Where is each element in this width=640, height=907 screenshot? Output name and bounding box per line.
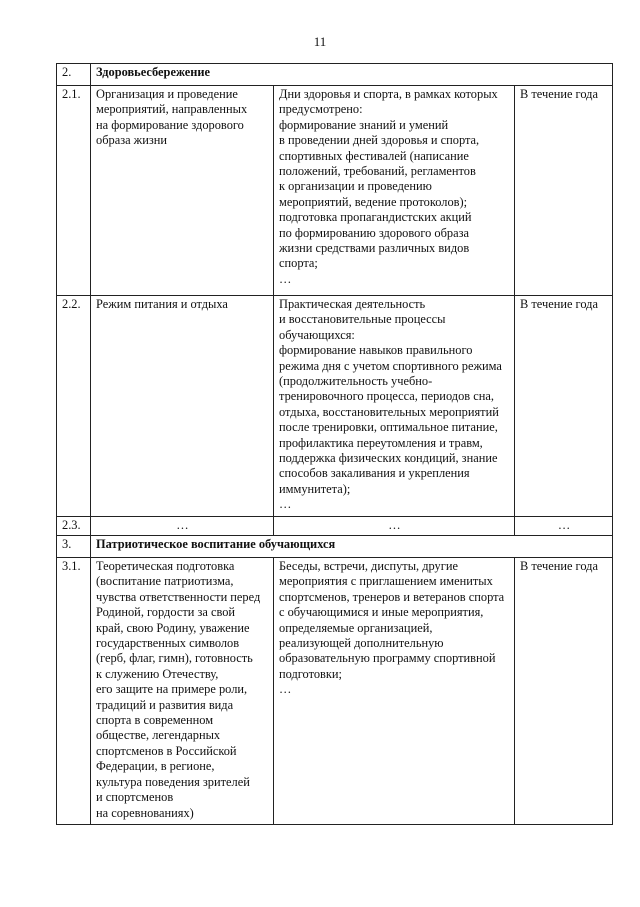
activity-content <box>274 296 515 517</box>
row-number: 2.3. <box>57 517 91 536</box>
activity-time: … <box>515 517 613 536</box>
row-number: 2. <box>57 64 91 86</box>
section-title: Патриотическое воспитание обучающихся <box>91 536 613 558</box>
section-title: Здоровьесбережение <box>91 64 613 86</box>
activity-name: … <box>91 517 274 536</box>
activity-time: В течение года <box>515 296 613 517</box>
activity-content: … <box>274 517 515 536</box>
activity-content-text: Практическая деятельность и восстановительные процессы обучающихся: формирование навыков правильного режима дня с учетом спортивного режима (продолжительность учебно- тренировочного процесса, периодов сна, отдыха, восстановительных мероприятий после тренировки, оптимальное питание, профилактика переутомления и травм, поддержка физических кондиций, знание способов закаливания и укрепления иммунитета); … <box>279 297 502 512</box>
activity-name <box>91 296 274 517</box>
activity-name-text: Организация и проведение мероприятий, направленных на формирование здорового образа жизни <box>96 87 248 148</box>
page-number: 11 <box>313 34 327 49</box>
activity-name <box>91 86 274 296</box>
activity-content-text: Дни здоровья и спорта, в рамках которых предусмотрено: формирование знаний и умений в проведении дней здоровья и спорта, спортивных фестивалей (написание положений, требований, регламентов к организации и проведению мероприятий, ведение протоколов); подготовка пропагандистских акций по формированию здорового образа жизни средствами различных видов спорта; … <box>279 87 498 286</box>
activity-name-text: Теоретическая подготовка (воспитание патриотизма, чувства ответственности перед Родиной, гордости за свой край, свою Родину, уважение государственных символов (герб, флаг, гимн), готовность к служению Отечеству, его защите на примере роли, традиций и развития вида спорта в современном обществе, легендарных спортсменов в Российской Федерации, в регионе, культура поведения зрителей и спортсменов на соревнованиях) <box>96 559 261 820</box>
activity-content <box>274 558 515 825</box>
table-row-2-3 <box>57 517 613 536</box>
row-number: 2.2. <box>57 296 91 517</box>
row-number: 3. <box>57 536 91 558</box>
table-row-2-2 <box>57 296 613 517</box>
row-number: 2.1. <box>57 86 91 296</box>
row-number: 3.1. <box>57 558 91 825</box>
table-row-section-3 <box>57 536 613 558</box>
table-row-3-1 <box>57 558 613 825</box>
plan-table <box>56 63 613 825</box>
activity-content-text: Беседы, встречи, диспуты, другие мероприятия с приглашением именитых спортсменов, тренеров и ветеранов спорта с обучающимися и иные мероприятия, определяемые организацией, реализующей дополнительную образовательную программу спортивной подготовки; … <box>279 559 505 697</box>
table-row-section-2 <box>57 64 613 86</box>
activity-name <box>91 558 274 825</box>
activity-time: В течение года <box>515 86 613 296</box>
activity-time: В течение года <box>515 558 613 825</box>
table-row-2-1 <box>57 86 613 296</box>
activity-content <box>274 86 515 296</box>
activity-name-text: Режим питания и отдыха <box>96 297 228 311</box>
